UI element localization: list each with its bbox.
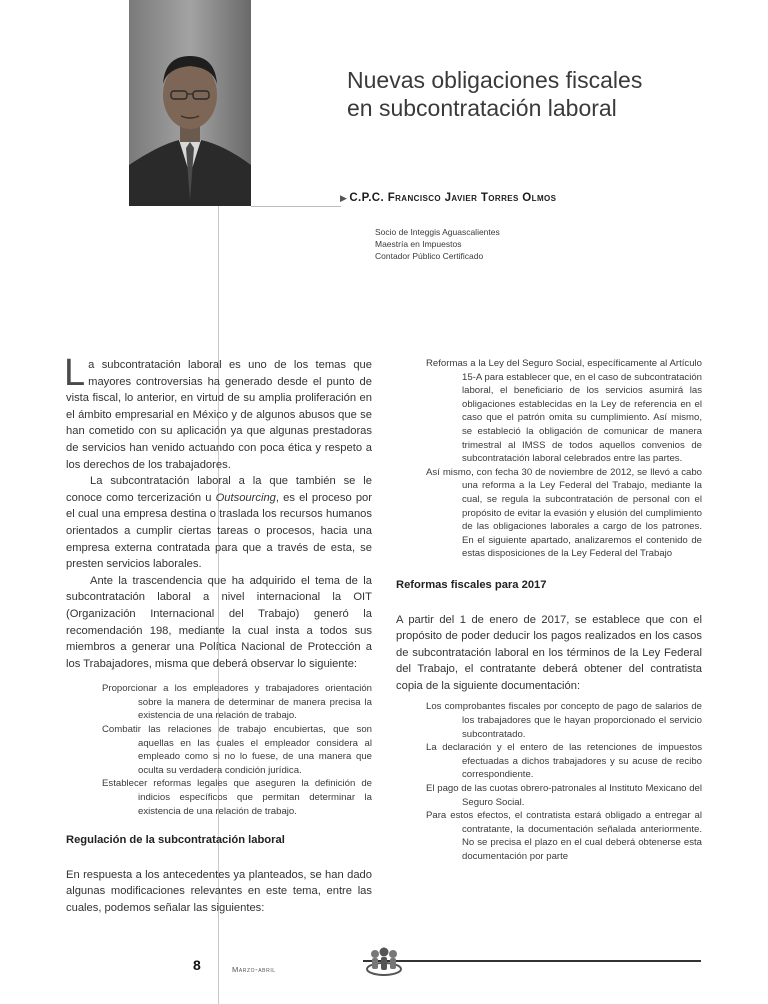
triangle-icon: ▶ [340,193,348,203]
list-item: Así mismo, con fecha 30 de noviembre de 2012, se llevó a cabo una reforma a la Ley Federal del Trabajo, mediante la cual, se regula la subcontratación de personal con el propósito de evitar la evasión y elusión del cumplimiento de las obligaciones laborales a cargo de los patrones. En el siguiente apartado, analizaremos el contenido de estas disposiciones de la Ley Federal del Trabajo [426,466,702,560]
paragraph: A partir del 1 de enero de 2017, se establece que con el propósito de poder deducir los pagos realizados en los casos de subcontratación laboral en los términos de la Ley Federal del Trabajo, el contratante deberá obtener del contratista copia de la siguiente documentación: [396,613,702,692]
author-credentials [375,226,500,262]
credential-line: Socio de Integgis Aguascalientes [375,227,500,237]
publication-logo-icon [364,945,404,977]
emphasis-text: Outsourcing [215,491,276,504]
credential-line: Contador Público Certificado [375,251,484,261]
issue-label: Marzo-abril [232,965,276,974]
title-line-1: Nuevas obligaciones fiscales [347,67,643,93]
right-column [396,357,702,864]
paragraph-text: La subcontratación laboral a la que también se le conoce como tercerización u [66,475,372,504]
paragraph: En respuesta a los antecedentes ya planteados, se han dado algunas modificaciones relevantes en este tema, entre las cuales, podemos señalar las siguientes: [66,868,372,914]
list-item: Los comprobantes fiscales por concepto de pago de salarios de los trabajadores que le hayan proporcionado el servicio subcontratado. [426,701,702,740]
section-heading: Reformas fiscales para 2017 [396,578,547,591]
left-column [64,352,372,917]
drop-cap: L [64,352,86,394]
reform-list [426,357,702,561]
list-item: Reformas a la Ley del Seguro Social, específicamente al Artículo 15-A para establecer que, en el caso de subcontratación laboral, el beneficiario de los servicios asumirá las obligaciones establecidas en la Ley de referencia en el caso que el patrón omita su cumplimiento. Así mismo, se estableció la obligación de comunicar de manera trimestral al IMSS de todos aquellos convenios de subcontratación laboral celebrados entre las partes. [426,358,703,465]
oit-list [102,682,372,818]
paragraph [66,473,372,573]
list-item: La declaración y el entero de las retenciones de impuestos efectuadas a dichos trabajadores y su acuse de recibo correspondiente. [426,742,702,781]
section-heading: Regulación de la subcontratación laboral [66,834,285,847]
paragraph-text: , es el proceso por el cual una empresa destina o traslada los recursos humanos orientados a cumplir ciertas tareas o procesos, hacia una empresa externa contratada para que a través de esta, se presten servicios laborales. [66,491,372,571]
intro-paragraph [64,352,372,473]
credential-line: Maestría en Impuestos [375,239,462,249]
list-item: Combatir las relaciones de trabajo encubiertas, que son aquellas en las cuales el empleador considera al empleado como si no lo fuese, de una manera que oculta su verdadera condición jurídica. [102,724,372,776]
author-name: C.P.C. Francisco Javier Torres Olmos [349,192,557,204]
article-title [347,66,677,122]
title-line-2: en subcontratación laboral [347,95,617,121]
documents-list [426,700,702,863]
list-item: El pago de las cuotas obrero-patronales al Instituto Mexicano del Seguro Social. [426,783,702,808]
list-item: Proporcionar a los empleadores y trabajadores orientación sobre la manera de determinar de manera precisa la existencia de una relación de trabajo. [102,683,372,722]
list-item: Establecer reformas legales que aseguren la definición de indicios específicos que permitan determinar la existencia de una relación de trabajo. [102,778,372,817]
author-byline [340,192,556,204]
page-number: 8 [193,957,201,973]
author-photo [129,0,251,206]
list-item: Para estos efectos, el contratista estará obligado a entregar al contratante, la documentación señalada anteriormente. No se precisa el plazo en el cual deberá obtenerse esta documentación por parte [426,810,702,862]
paragraph-text: a subcontratación laboral es uno de los temas que mayores controversias ha generado desde el punto de vista fiscal, lo anterior, en virtud de su amplia proliferación en el ámbito empresarial en México y de algunos abusos que se han cometido con su aplicación ya que algunas prestadoras de servicios han venido actuando con poca ética y respeto a los derechos de los trabajadores. [66,359,372,471]
paragraph: Ante la trascendencia que ha adquirido el tema de la subcontratación laboral a nivel internacional la OIT (Organización Internacional del Trabajo) generó la recomendación 198, mediante la cual insta a todos sus miembros a generar una Política Nacional de Protección a los Trabajadores, misma que deberá observar lo siguiente: [66,574,372,670]
footer-rule [363,960,701,962]
photo-rule [251,206,341,207]
